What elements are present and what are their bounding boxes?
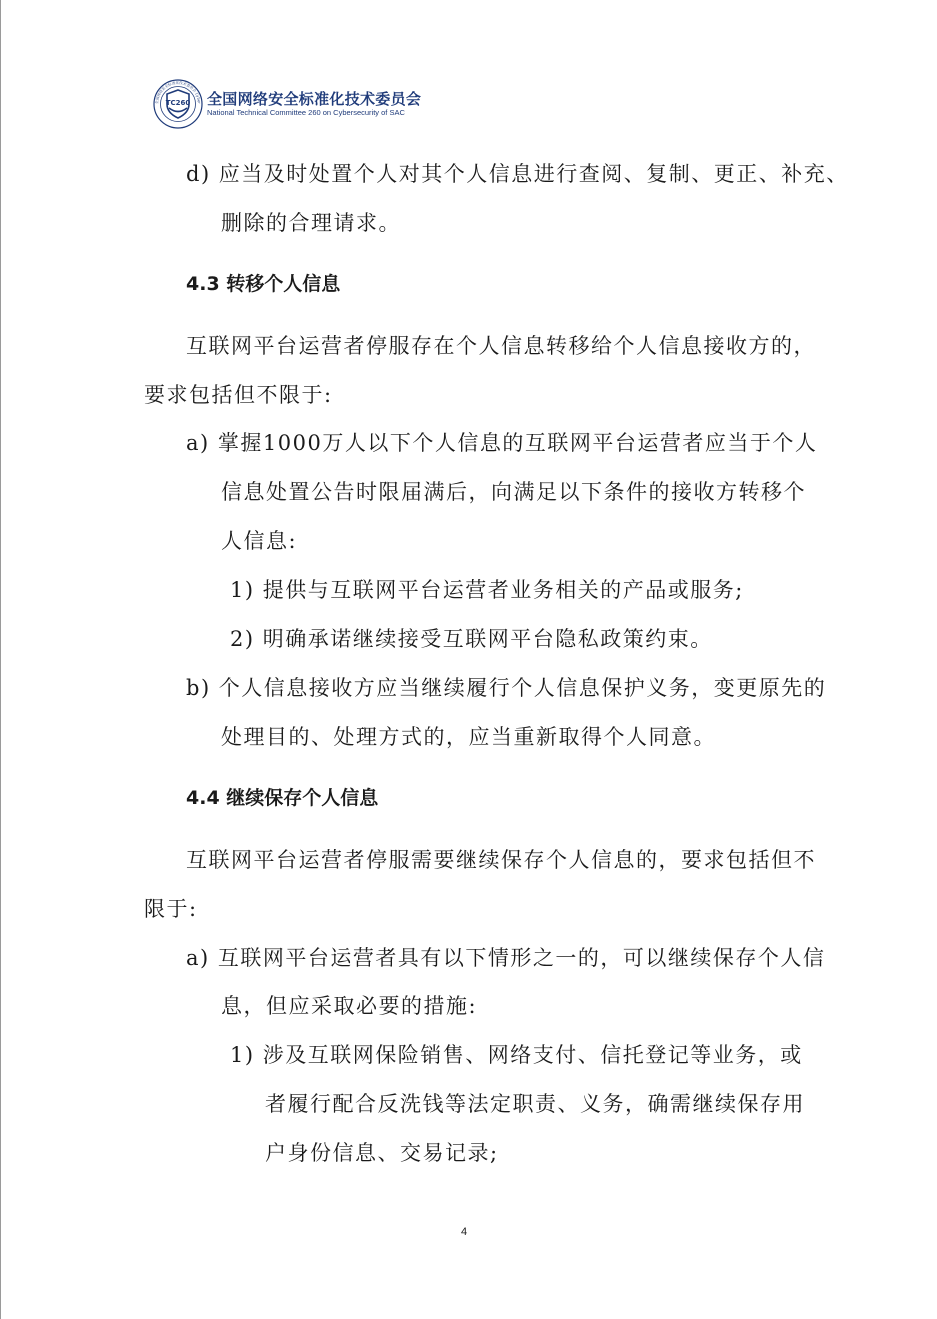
- item-d-line-2: 删除的合理请求。: [221, 211, 401, 235]
- subitem-4-4-1-line-1: 1) 涉及互联网保险销售、网络支付、信托登记等业务，或: [230, 1043, 803, 1067]
- org-name-en: National Technical Committee 260 on Cybersecurity of SAC: [207, 108, 405, 117]
- para-4-4-line-2: 限于:: [144, 897, 198, 921]
- section-heading-4-3: 4.3 转移个人信息: [186, 273, 341, 295]
- logo-ring-text: 全国网络安全标准化技术委员会 Cyber: [154, 80, 202, 105]
- item-b-4-3-line-1: b) 个人信息接收方应当继续履行个人信息保护义务，变更原先的: [186, 676, 827, 700]
- page-number: 4: [461, 1226, 468, 1238]
- logo-text: TC260: [165, 99, 191, 107]
- item-d-line-1: d) 应当及时处置个人对其个人信息进行查阅、复制、更正、补充、: [186, 162, 849, 186]
- para-4-3-line-2: 要求包括但不限于:: [144, 383, 333, 407]
- page-border: [0, 0, 1, 1319]
- para-4-3-line-1: 互联网平台运营者停服存在个人信息转移给个人信息接收方的，: [186, 334, 816, 358]
- item-a-4-4-line-2: 息，但应采取必要的措施:: [221, 994, 478, 1018]
- subitem-4-4-1-line-2: 者履行配合反洗钱等法定职责、义务，确需继续保存用: [265, 1092, 805, 1116]
- item-a-4-3-line-2: 信息处置公告时限届满后，向满足以下条件的接收方转移个: [221, 480, 806, 504]
- subitem-4-3-2: 2) 明确承诺继续接受互联网平台隐私政策约束。: [230, 627, 713, 651]
- para-4-4-line-1: 互联网平台运营者停服需要继续保存个人信息的，要求包括但不: [186, 848, 816, 872]
- subitem-4-4-1-line-3: 户身份信息、交易记录;: [265, 1141, 499, 1165]
- subitem-4-3-1: 1) 提供与互联网平台运营者业务相关的产品或服务;: [230, 578, 744, 602]
- item-a-4-3-line-1: a) 掌握1000万人以下个人信息的互联网平台运营者应当于个人: [186, 431, 818, 455]
- header: [152, 78, 572, 130]
- item-a-4-3-line-3: 人信息:: [221, 529, 298, 553]
- section-heading-4-4: 4.4 继续保存个人信息: [186, 787, 379, 809]
- org-name-cn: 全国网络安全标准化技术委员会: [207, 90, 422, 108]
- tc260-logo: [152, 78, 204, 130]
- item-b-4-3-line-2: 处理目的、处理方式的，应当重新取得个人同意。: [221, 725, 716, 749]
- item-a-4-4-line-1: a) 互联网平台运营者具有以下情形之一的，可以继续保存个人信: [186, 946, 826, 970]
